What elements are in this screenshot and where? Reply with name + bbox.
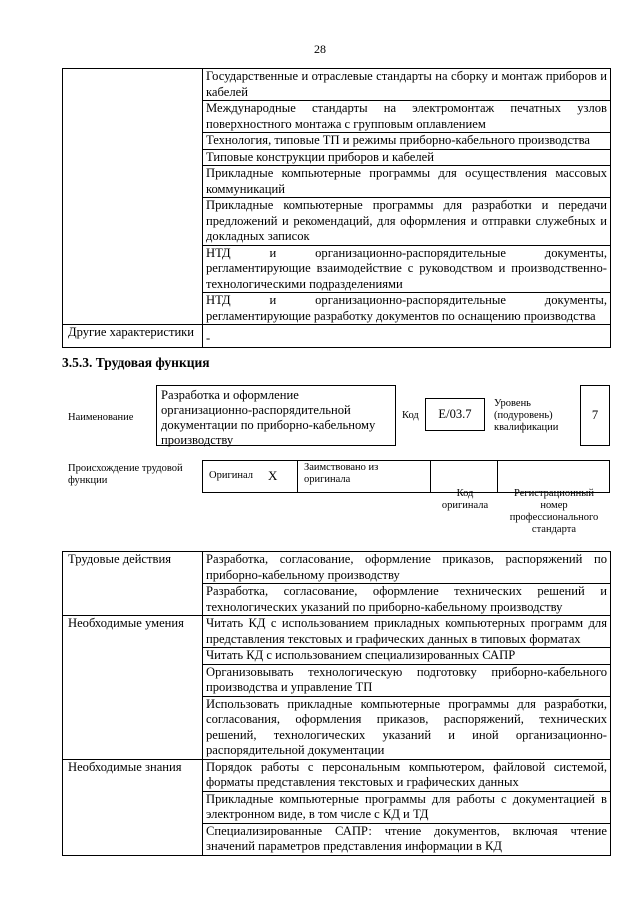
knowledge-continuation-table	[62, 68, 611, 348]
table-row: НТД и организационно-распорядительные документы, регламентирующие взаимодействие с руководством и производственно-технологическими подразделениями	[203, 245, 611, 293]
code-value: E/03.7	[425, 398, 485, 431]
original-code-caption: Код оригинала	[441, 488, 489, 511]
table-row: Технология, типовые ТП и режимы приборно-кабельного производства	[203, 133, 611, 150]
name-label: Наименование	[68, 412, 134, 423]
table-row: Международные стандарты на электромонтаж печатных узлов поверхностного монтажа с групповым оплавлением	[203, 101, 611, 133]
required-skill-item: Использовать прикладные компьютерные программы для разработки, согласования, оформления приказов, распоряжений, технических решений, технологических указаний и иной организационно-распорядительной документации	[203, 696, 611, 759]
table-row: Типовые конструкции приборов и кабелей	[203, 149, 611, 166]
labour-action-item: Разработка, согласование, оформление приказов, распоряжений по приборно-кабельному производству	[203, 552, 611, 584]
original-label: Оригинал	[209, 470, 253, 481]
code-label: Код	[402, 410, 419, 421]
table-row: Прикладные компьютерные программы для осуществления массовых коммуникаций	[203, 166, 611, 198]
empty-label-cell	[63, 69, 203, 325]
table-row: НТД и организационно-распорядительные документы, регламентирующие разработку документов по оснащению производства	[203, 293, 611, 325]
required-knowledge-label: Необходимые знания	[63, 759, 203, 855]
original-mark: X	[268, 468, 278, 483]
required-knowledge-item: Прикладные компьютерные программы для работы с документацией в электронном виде, в том числе с КД и ТД	[203, 791, 611, 823]
labour-action-item: Разработка, согласование, оформление технических решений и технологических указаний по приборно-кабельному производству	[203, 584, 611, 616]
borrowed-label: Заимствовано из оригинала	[304, 462, 379, 485]
name-value: Разработка и оформление организационно-распорядительной документации по приборно-кабельному производству	[156, 385, 396, 446]
origin-label: Происхождение трудовой функции	[68, 463, 183, 486]
table-row: Государственные и отраслевые стандарты на сборку и монтаж приборов и кабелей	[203, 69, 611, 101]
required-skill-item: Организовывать технологическую подготовку приборно-кабельного производства и управление ТП	[203, 664, 611, 696]
labour-function-table	[62, 551, 611, 856]
page-number: 28	[314, 42, 326, 56]
required-skills-label: Необходимые умения	[63, 616, 203, 760]
level-value: 7	[580, 385, 610, 446]
table-row: Прикладные компьютерные программы для разработки и передачи предложений и рекомендаций, для оформления и отправки служебных и докладных записок	[203, 198, 611, 246]
level-label: Уровень (подуровень) квалификации	[494, 398, 559, 433]
section-title: 3.5.3. Трудовая функция	[62, 355, 210, 370]
other-characteristics-label: Другие характеристики	[63, 325, 203, 348]
required-knowledge-item: Порядок работы с персональным компьютером, файловой системой, форматы представления текстовых и графических данных	[203, 759, 611, 791]
labour-actions-label: Трудовые действия	[63, 552, 203, 616]
required-knowledge-item: Специализированные САПР: чтение документов, включая чтение значений параметров представления информации в КД	[203, 823, 611, 855]
registration-number-caption: Регистрационный номер профессионального стандарта	[509, 488, 599, 535]
other-characteristics-value: -	[203, 325, 611, 348]
required-skill-item: Читать КД с использованием прикладных компьютерных программ для представления текстовых и графических данных в типовых форматах	[203, 616, 611, 648]
required-skill-item: Читать КД с использованием специализированных САПР	[203, 648, 611, 665]
